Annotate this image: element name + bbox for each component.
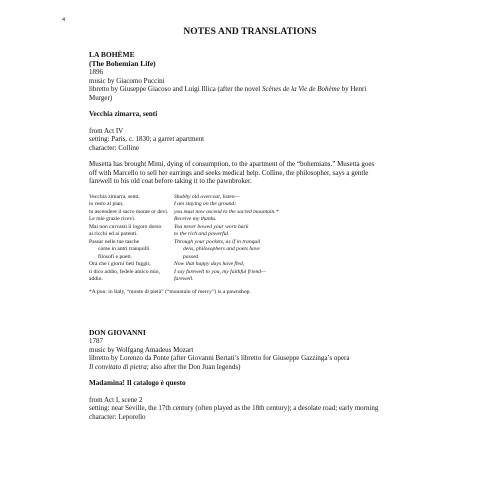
lyric-line-italian: Vecchia zimarra, senti, xyxy=(89,193,140,200)
aria-title: Vecchia zimarra, senti xyxy=(89,110,158,118)
lyric-line-english: to the rich and powerful. xyxy=(174,231,230,237)
aria-act: from Act I, scene 2 xyxy=(89,395,143,404)
lyric-line-italian: io resto al pian, xyxy=(89,201,124,207)
libretto-source-work: Scènes de la Vie de Bohème xyxy=(262,85,340,93)
libretto-line-2: Murger) xyxy=(89,93,113,102)
opera-year: 1896 xyxy=(89,68,103,76)
opera-subtitle: (The Bohemian Life) xyxy=(89,59,156,68)
lyric-line-english: passed. xyxy=(183,253,200,260)
page-title: NOTES AND TRANSLATIONS xyxy=(183,27,317,37)
lyrics-parallel-text xyxy=(89,194,419,284)
aria-act: from Act IV xyxy=(89,126,124,135)
lyric-line-english: I say farewell to you, my faithful friend— xyxy=(174,268,267,275)
aria-character: character: Colline xyxy=(89,143,139,152)
opera-entry-boheme xyxy=(89,50,419,296)
lyric-line-english: you must now ascend to the sacred mountain.* xyxy=(174,208,279,215)
aria-setting: setting: Paris, c. 1830; a garret apartment xyxy=(89,135,205,143)
lyric-line-english: You never bowed your worn back xyxy=(174,223,249,230)
lyric-line-english: Now that happy days have fled, xyxy=(174,261,245,267)
lyric-line-italian: Le mie grazie ricevi. xyxy=(89,216,136,222)
page-number: 4 xyxy=(62,17,65,23)
opera-composer: music by Giacomo Puccini xyxy=(89,76,165,85)
footnote: *A pun: in Italy, “monte di pietà” (“mountain of mercy”) is a pawnshop. xyxy=(89,288,251,295)
lyric-line-italian: ai ricchi ed ai potenti. xyxy=(89,231,138,237)
aria-setting: setting: near Seville, the 17th century (often played as the 18th century); a desolate road; early morning xyxy=(89,404,379,412)
lyric-line-italian: addio. xyxy=(89,276,103,282)
lyric-line-italian: Passar nelle tue tasche xyxy=(89,238,140,245)
libretto-line-2 xyxy=(89,363,419,372)
libretto-prefix: libretto by Giuseppe Giacoso and Luigi Illica (after the novel xyxy=(89,85,263,93)
libretto-suffix: ; also after the Don Juan legends) xyxy=(146,362,241,371)
libretto-suffix: by Henri xyxy=(339,85,367,93)
document-body xyxy=(89,50,419,421)
aria-synopsis xyxy=(89,160,419,186)
lyric-line-italian: Mai non curvasti il logoro dorso xyxy=(89,223,162,230)
lyric-line-english: dens, philosophers and poets have xyxy=(183,246,260,252)
lyric-line-italian: filosofi e poeti. xyxy=(98,253,133,260)
opera-composer: music by Wolfgang Amadeus Mozart xyxy=(89,345,194,354)
synopsis-line: farewell to his old coat before taking it to the pawnbroker. xyxy=(89,177,252,185)
opera-entry-don-giovanni xyxy=(89,328,419,421)
aria-character: character: Leporello xyxy=(89,412,146,421)
lyric-line-english: Receive my thanks. xyxy=(174,216,217,222)
libretto-source-work: Il convitato di pietra xyxy=(89,362,147,371)
synopsis-line: off with Marcello to sell her earrings and seeks medical help. Colline, the philosopher, says a gentle xyxy=(89,168,369,177)
section-gap xyxy=(89,296,419,328)
lyric-line-english: Through your pockets, as if in tranquil xyxy=(174,238,261,245)
aria-title: Madamina! Il catalogo è questo xyxy=(89,379,186,387)
lyric-line-italian: come in antri tranquilli xyxy=(98,246,150,252)
synopsis-line: Musetta has brought Mimì, dying of consumption, to the apartment of the “bohemians.” Musetta goes xyxy=(89,160,375,168)
opera-librettists xyxy=(89,85,419,94)
lyric-line-english: Shabby old overcoat, listen— xyxy=(174,193,240,200)
lyrics-english xyxy=(174,194,419,284)
lyric-line-italian: Ora che i giorni lieti fuggir, xyxy=(89,261,151,267)
opera-title: LA BOHÈME xyxy=(89,50,135,59)
lyrics-italian xyxy=(89,194,174,284)
opera-title: DON GIOVANNI xyxy=(89,328,146,337)
lyric-line-english: farewell. xyxy=(174,276,194,282)
lyric-line-english: I am staying on the ground; xyxy=(174,201,237,207)
lyric-line-italian: tu ascendere il sacro monte or devi. xyxy=(89,208,169,215)
opera-librettists: libretto by Lorenzo da Ponte (after Giovanni Bertati’s libretto for Giuseppe Gazzinga’s opera xyxy=(89,354,350,362)
lyric-line-italian: ti dico addio, fedele amico mio, xyxy=(89,268,160,275)
opera-year: 1787 xyxy=(89,337,103,345)
